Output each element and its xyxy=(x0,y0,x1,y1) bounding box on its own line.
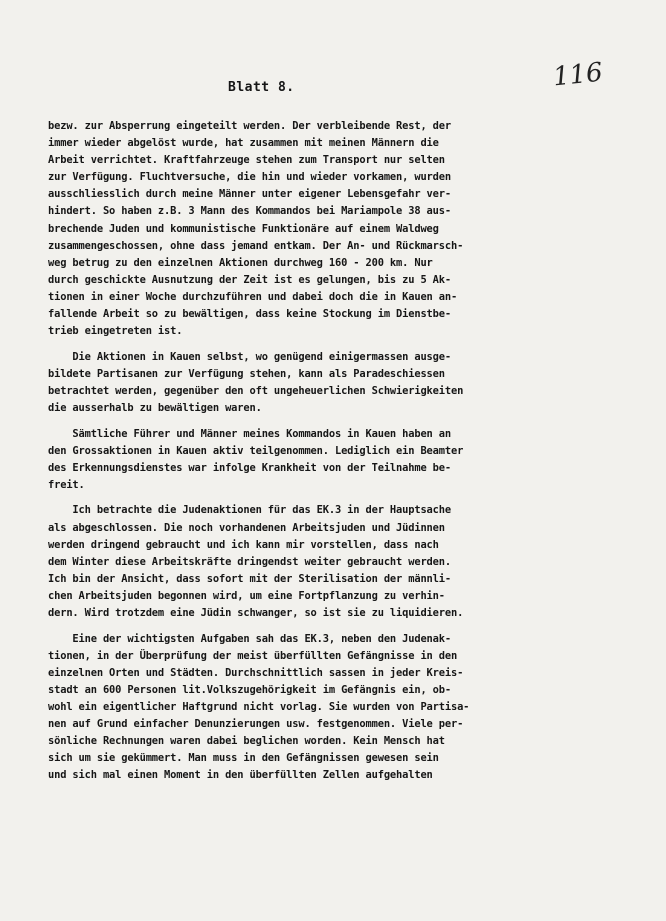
text-line: durch geschickte Ausnutzung der Zeit ist es gelungen, bis zu 5 Ak- xyxy=(48,273,451,286)
text-line: chen Arbeitsjuden begonnen wird, um eine Fortpflanzung zu verhin- xyxy=(48,589,445,602)
text-line: dem Winter diese Arbeitskräfte dringendst weiter gebraucht werden. xyxy=(48,555,451,568)
text-line: hindert. So haben z.B. 3 Mann des Kommandos bei Mariampole 38 aus- xyxy=(48,205,451,218)
text-line: tionen, in der Überprüfung der meist überfüllten Gefängnisse in den xyxy=(48,649,458,662)
text-line: zusammengeschossen, ohne dass jemand entkam. Der An- und Rückmarsch- xyxy=(48,239,464,252)
text-line: fallende Arbeit so zu bewältigen, dass keine Stockung im Dienstbe- xyxy=(48,308,451,321)
paragraph-gap xyxy=(48,340,638,349)
text-line: bildete Partisanen zur Verfügung stehen, kann als Paradeschiessen xyxy=(48,367,445,380)
text-line: Eine der wichtigsten Aufgaben sah das EK.3, neben den Judenak- xyxy=(48,632,451,645)
text-line: und sich mal einen Moment in den überfüllten Zellen aufgehalten xyxy=(48,769,433,782)
paragraph-gap xyxy=(48,622,638,631)
text-line: einzelnen Orten und Städten. Durchschnittlich sassen in jeder Kreis- xyxy=(48,666,464,679)
paragraph-gap xyxy=(48,417,638,426)
text-line: weg betrug zu den einzelnen Aktionen durchweg 160 - 200 km. Nur xyxy=(48,256,433,269)
text-line: betrachtet werden, gegenüber den oft ungeheuerlichen Schwierigkeiten xyxy=(48,384,464,397)
paragraph xyxy=(48,349,638,417)
paragraph xyxy=(48,502,638,622)
text-line: Die Aktionen in Kauen selbst, wo genügend einigermassen ausge- xyxy=(48,350,451,363)
text-line: Ich betrachte die Judenaktionen für das EK.3 in der Hauptsache xyxy=(48,504,451,517)
paragraph xyxy=(48,426,638,494)
text-line: Sämtliche Führer und Männer meines Kommandos in Kauen haben an xyxy=(48,427,451,440)
text-line: freit. xyxy=(48,478,85,491)
text-line: Ich bin der Ansicht, dass sofort mit der Sterilisation der männli- xyxy=(48,572,451,585)
text-line: die ausserhalb zu bewältigen waren. xyxy=(48,402,262,414)
text-line: werden dringend gebraucht und ich kann mir vorstellen, dass nach xyxy=(48,538,439,551)
text-line: tionen in einer Woche durchzuführen und dabei doch die in Kauen an- xyxy=(48,290,458,303)
text-line: als abgeschlossen. Die noch vorhandenen Arbeitsjuden und Jüdinnen xyxy=(48,521,445,534)
text-line: bezw. zur Absperrung eingeteilt werden. Der verbleibende Rest, der xyxy=(48,120,451,132)
text-line: sich um sie gekümmert. Man muss in den Gefängnissen gewesen sein xyxy=(48,752,439,765)
text-line: wohl ein eigentlicher Haftgrund nicht vorlag. Sie wurden von Partisa- xyxy=(48,701,470,713)
text-line: den Grossaktionen in Kauen aktiv teilgenommen. Lediglich ein Beamter xyxy=(48,444,464,457)
paragraph xyxy=(48,631,638,785)
text-line: zur Verfügung. Fluchtversuche, die hin und wieder vorkamen, wurden xyxy=(48,171,451,184)
paragraph-gap xyxy=(48,494,638,503)
sheet-label: Blatt 8. xyxy=(228,80,295,95)
text-line: Arbeit verrichtet. Kraftfahrzeuge stehen zum Transport nur selten xyxy=(48,154,445,167)
text-line: stadt an 600 Personen lit.Volkszugehörigkeit im Gefängnis ein, ob- xyxy=(48,683,451,696)
text-line: sönliche Rechnungen waren dabei beglichen worden. Kein Mensch hat xyxy=(48,735,445,748)
text-line: trieb eingetreten ist. xyxy=(48,325,183,338)
paragraph xyxy=(48,118,638,340)
text-line: des Erkennungsdienstes war infolge Krankheit von der Teilnahme be- xyxy=(48,461,451,474)
handwritten-page-number: 116 xyxy=(551,57,605,93)
text-line: brechende Juden und kommunistische Funktionäre auf einem Waldweg xyxy=(48,222,439,235)
text-line: ausschliesslich durch meine Männer unter eigener Lebensgefahr ver- xyxy=(48,188,451,201)
text-line: dern. Wird trotzdem eine Jüdin schwanger, so ist sie zu liquidieren. xyxy=(48,607,464,620)
text-line: immer wieder abgelöst wurde, hat zusammen mit meinen Männern die xyxy=(48,137,439,150)
body-text xyxy=(48,118,638,784)
text-line: nen auf Grund einfacher Denunzierungen usw. festgenommen. Viele per- xyxy=(48,718,464,731)
